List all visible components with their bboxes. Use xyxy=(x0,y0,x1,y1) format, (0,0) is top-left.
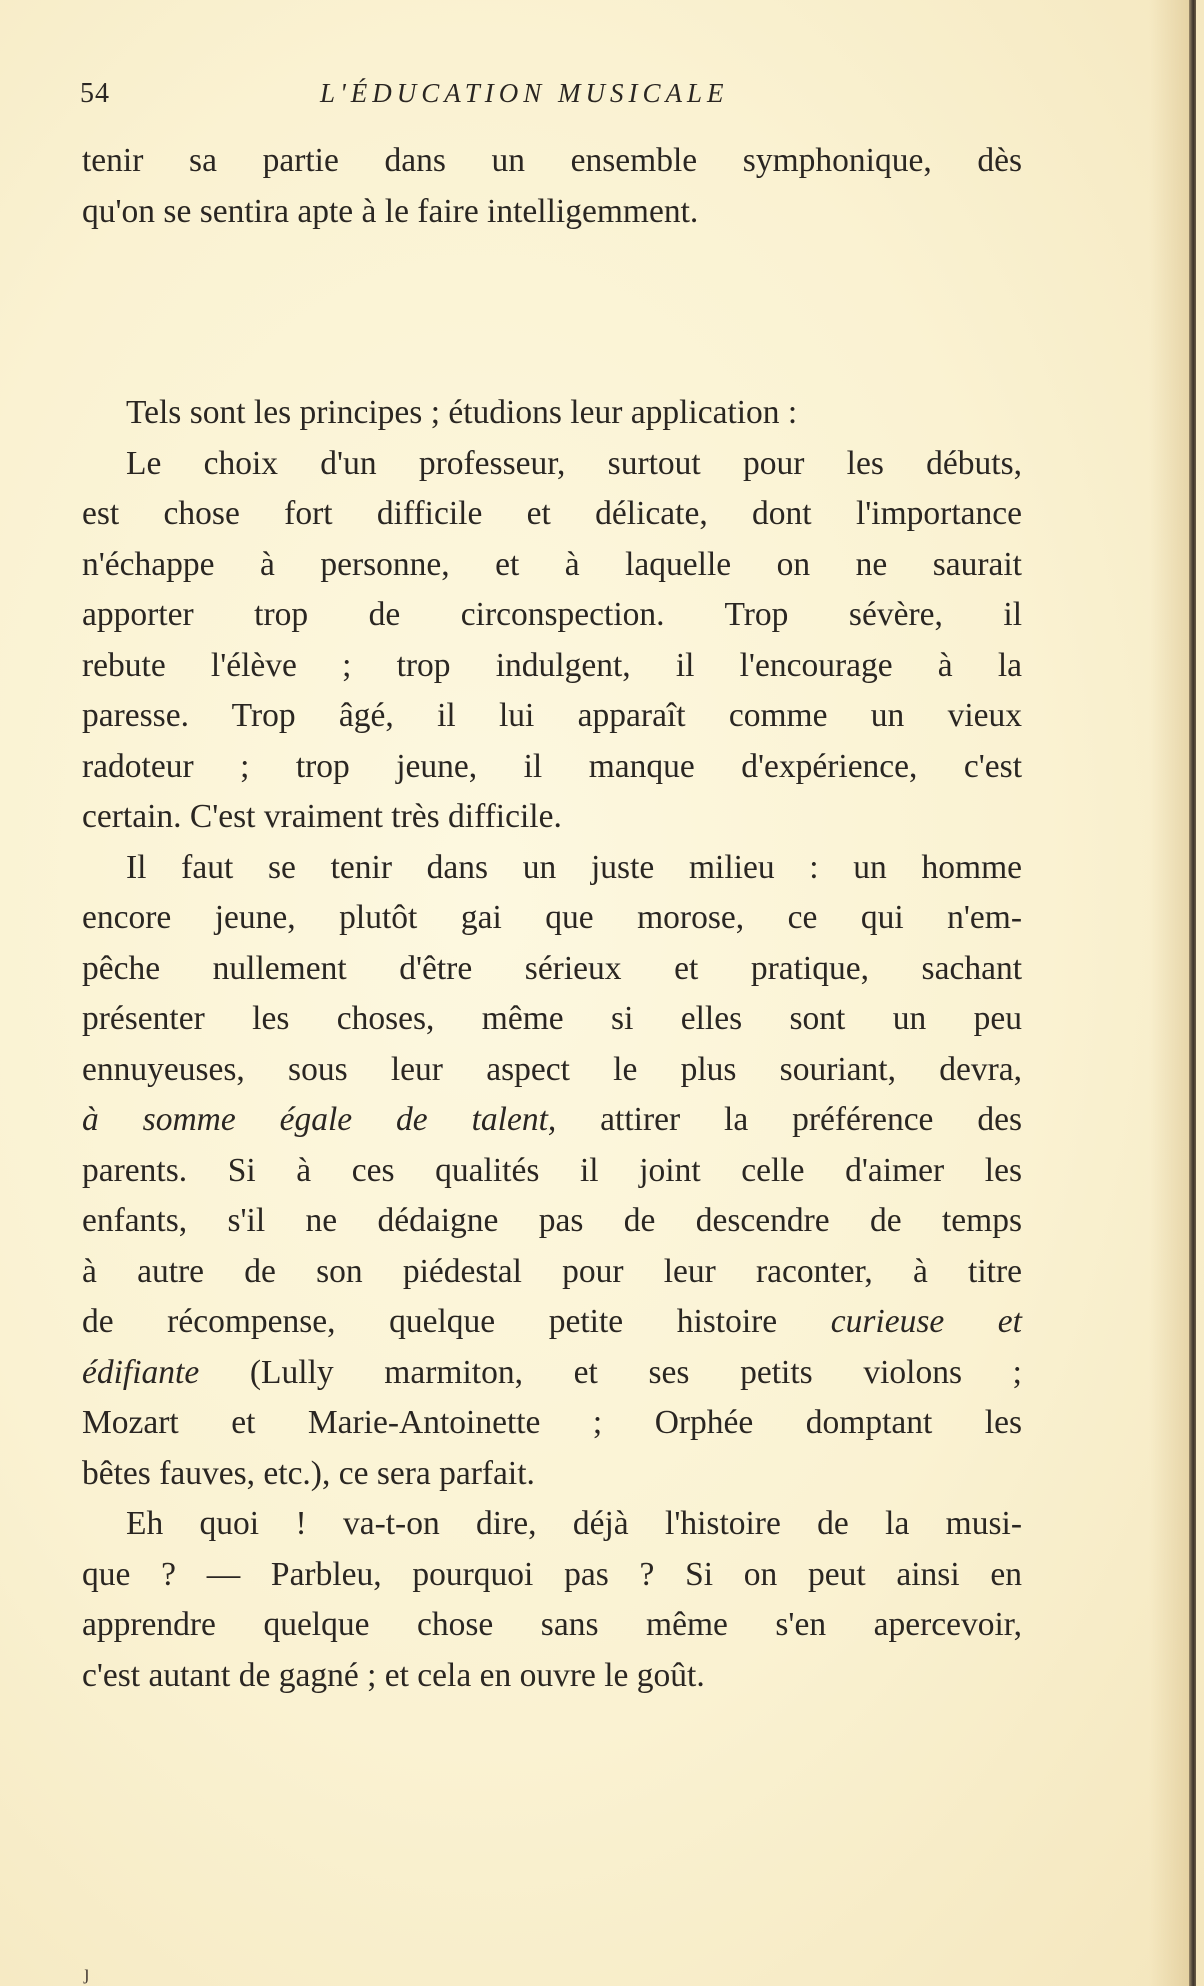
text-line: Le choix d'un professeur, surtout pour les débuts, xyxy=(126,444,1022,482)
text-fragment: de récompense, quelque petite histoire xyxy=(82,1303,831,1340)
italic-phrase: curieuse et xyxy=(830,1303,1022,1340)
text-fragment: attirer la préférence des xyxy=(556,1101,1022,1138)
text-line: encore jeune, plutôt gai que morose, ce qui n'em- xyxy=(82,899,1022,936)
text-line: radoteur ; trop jeune, il manque d'expérience, c'est xyxy=(82,747,1022,785)
text-line: rebute l'élève ; trop indulgent, il l'encourage à la xyxy=(82,646,1022,684)
text-line: Tels sont les principes ; étudions leur application : xyxy=(126,394,798,431)
text-line: c'est autant de gagné ; et cela en ouvre le goût. xyxy=(82,1656,705,1694)
text-line: tenir sa partie dans un ensemble symphonique, dès xyxy=(82,142,1022,179)
text-line: n'échappe à personne, et à laquelle on ne saurait xyxy=(82,545,1022,583)
text-line-with-italic xyxy=(82,1348,1022,1399)
page-number: 54 xyxy=(80,78,110,109)
text-line: certain. C'est vraiment très difficile. xyxy=(82,798,562,835)
text-line: Mozart et Marie-Antoinette ; Orphée domptant les xyxy=(82,1404,1022,1441)
text-line: est chose fort difficile et délicate, dont l'importance xyxy=(82,495,1022,532)
italic-phrase: à somme égale de talent, xyxy=(82,1101,557,1138)
page-gutter-shadow xyxy=(1149,0,1189,1986)
text-line-with-italic xyxy=(82,1095,1022,1146)
continued-paragraph xyxy=(82,136,1022,237)
text-line: enfants, s'il ne dédaigne pas de descendre de temps xyxy=(82,1202,1022,1239)
text-line: Il faut se tenir dans un juste milieu : un homme xyxy=(126,848,1022,886)
text-line: ennuyeuses, sous leur aspect le plus souriant, devra, xyxy=(82,1050,1022,1088)
text-line-with-italic xyxy=(82,1297,1022,1348)
main-text xyxy=(82,388,1022,1701)
page-header xyxy=(80,78,1020,118)
text-line: paresse. Trop âgé, il lui apparaît comme un vieux xyxy=(82,697,1022,734)
book-spine-edge xyxy=(1189,0,1196,1986)
text-fragment: (Lully marmiton, et ses petits violons ; xyxy=(199,1353,1022,1391)
text-line: Eh quoi ! va-t-on dire, déjà l'histoire de la musi- xyxy=(126,1505,1022,1542)
text-line: pêche nullement d'être sérieux et pratique, sachant xyxy=(82,949,1022,987)
text-line: apporter trop de circonspection. Trop sévère, il xyxy=(82,596,1022,633)
text-line: présenter les choses, même si elles sont un peu xyxy=(82,1000,1022,1037)
running-title: L'ÉDUCATION MUSICALE xyxy=(320,78,729,108)
text-line: parents. Si à ces qualités il joint celle d'aimer les xyxy=(82,1151,1022,1189)
text-line: qu'on se sentira apte à le faire intelligemment. xyxy=(82,192,699,230)
italic-phrase: édifiante xyxy=(82,1353,200,1391)
text-line: que ? — Parbleu, pourquoi pas ? Si on peut ainsi en xyxy=(82,1555,1022,1593)
bottom-margin-mark: ȷ xyxy=(84,1962,90,1984)
text-line: à autre de son piédestal pour leur raconter, à titre xyxy=(82,1252,1022,1290)
text-line: apprendre quelque chose sans même s'en apercevoir, xyxy=(82,1606,1022,1643)
text-line: bêtes fauves, etc.), ce sera parfait. xyxy=(82,1454,535,1492)
